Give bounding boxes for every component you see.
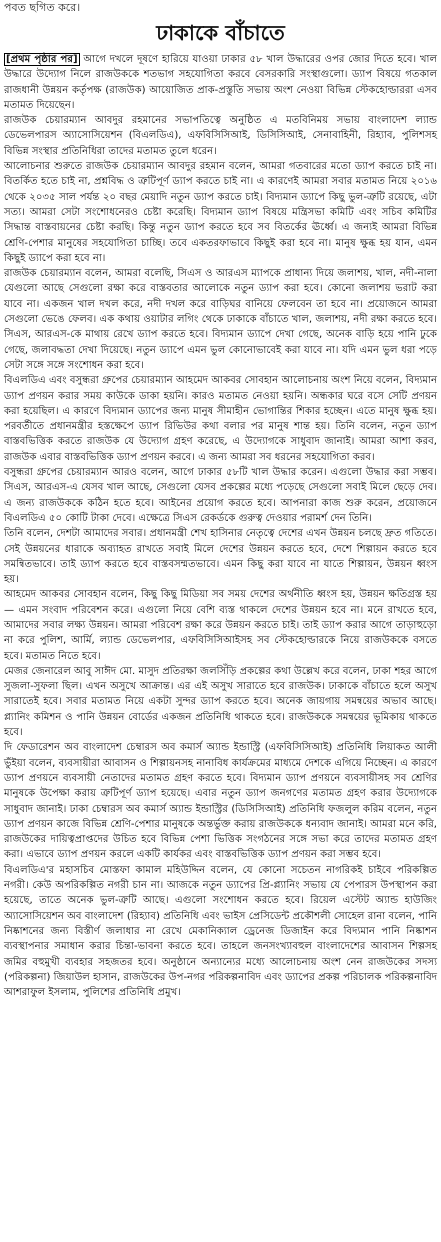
paragraph-6: বসুন্ধরা গ্রুপের চেয়ারম্যান আরও বলেন, আগে ঢাকার ৫৮টি খাল উদ্ধার করেন। এগুলো উদ্ধার করা সম্ভব। সিএস, আরএস-এ যেসব খাল আছে, সেগুলো যেসব প্রকল্পের মধ্যে পড়েছে সেগুলো সবাই মিলে ছেড়ে দেব। এ জন্য রাজউককে কঠিন হতে হবে। আইনের প্রয়োগ করতে হবে। আপনারা কাজ শুরু করেন, প্রয়োজনে বিএলডিএ ৫০ কোটি টাকা দেবে। এক্ষেত্রে সিএস রেকর্ডকে গুরুত্ব দেওয়ার পরামর্শ দেন তিনি। [4, 467, 437, 524]
article-headline: ঢাকাকে বাঁচাতে [156, 21, 285, 45]
paragraph-3: আলোচনার শুরুতে রাজউক চেয়ারম্যান আবদুর রহমান বলেন, আমরা গতবারের মতো ড্যাপ করতে চাই না। বিতর্কিত হতে চাই না, প্রশ্নবিদ্ধ ও ত্রুটিপূর্ণ ড্যাপ করতে চাই না। এ কারণেই আমরা সবার মতামত নিয়ে ২০১৬ থেকে ২০৩৫ সাল পর্যন্ত ২০ বছর মেয়াদি নতুন ড্যাপ করতে চাই। বিদ্যমান ড্যাপে কিছু ভুল-ত্রুটি রয়েছে, এটা সত্য। আমরা সেটা সংশোধনেরও চেষ্টা করেছি। বিদ্যমান ড্যাপ বিষয়ে মন্ত্রিসভা কমিটি এবং সচিব কমিটির সিদ্ধান্ত বাস্তবায়নের চেষ্টা করছি। কিন্তু নতুন ড্যাপ করতে হবে সব বিতর্কের ঊর্ধ্বে। এ জন্যই আমরা বিভিন্ন শ্রেণি-পেশার মানুষের সহযোগিতা চাচ্ছি। তবে একতরফাভাবে কিছুই করা হবে না। মানুষ ক্ষুব্ধ হয় যান, এমন কিছুই ড্যাপে করা হবে না। [4, 161, 437, 264]
paragraph-9: মেজর জেনারেল আবু সাঈদ মো. মাসুদ প্রতিরক্ষা জলসিঁড়ি প্রকল্পের কথা উল্লেখ করে বলেন, ঢাকা শহর আগে সুজলা-সুফলা ছিল। এখন অসুখে আক্রান্ত। এর এই অসুখ সারাতে হবে রাজউক। ঢাকাকে বাঁচাতে হলে অসুখ সারাতেই হবে। সবার মতামত নিয়ে একটা সুন্দর ড্যাপ করতে হবে। অনেক জায়গায় সমন্বয়ের অভাব আছে। প্ল্যানিং কমিশন ও পানি উন্নয়ন বোর্ডের একজন প্রতিনিধি থাকতে হবে। রাজউককে সমন্বয়ের ভূমিকায় থাকতে হবে। [4, 665, 437, 739]
continuation-label: [প্রথম পৃষ্ঠার পর] [6, 54, 78, 65]
paragraph-2: রাজউক চেয়ারম্যান আবদুর রহমানের সভাপতিত্বে অনুষ্ঠিত এ মতবিনিময় সভায় বাংলাদেশ ল্যান্ড ডেভেলপারস অ্যাসোসিয়েশন (বিএলডিএ), এফবিসিসিআই, ডিসিসিআই, সেনাবাহিনী, রিহ্যাব, পুলিশসহ বিভিন্ন সংস্থার প্রতিনিধিরা তাদের মতামত তুলে ধরেন। [4, 115, 437, 157]
paragraph-8: আহমেদ আকবর সোবহান বলেন, কিছু কিছু মিডিয়া সব সময় দেশের অর্থনীতি ধ্বংস হয়, উন্নয়ন ক্ষতিগ্রস্ত হয়— এমন সংবাদ পরিবেশন করে। এগুলো নিয়ে বেশি ব্যস্ত থাকলে দেশের উন্নয়ন হবে না। মনে রাখতে হবে, আমাদের সবার লক্ষ্য উন্নয়ন। আমরা পরিবেশ রক্ষা করে উন্নয়ন করতে চাই। তাই ড্যাপ করার আগে তাড়াহুড়ো না করে পুলিশ, আর্মি, ল্যান্ড ডেভেলপার, এফবিসিসিআইসহ সব স্টেকহোল্ডারকে নিয়ে রাজউককে বসতে হবে। মতামত নিতে হবে। [4, 589, 437, 662]
paragraph-text: আগে দখলে দূষণে হারিয়ে যাওয়া ঢাকার ৫৮ খাল উদ্ধারের ওপর জোর দিতে হবে। খাল উদ্ধারে উদ্যোগ নিলে রাজউককে শতভাগ সহযোগিতা করবে বেসরকারি সংস্থাগুলো। ড্যাপ বিষয়ে গতকাল রাজধানী উন্নয়ন কর্তৃপক্ষ (রাজউক) আয়োজিত প্রাক-প্রস্তুতি সভায় অংশ নেওয়া বিভিন্ন স্টেকহোল্ডাররা এসব মতামত দিয়েছেন। [4, 54, 437, 111]
paragraph-7: তিনি বলেন, দেশটা আমাদের সবার। প্রধানমন্ত্রী শেখ হাসিনার নেতৃত্বে দেশের এখন উন্নয়ন চলছে দ্রুত গতিতে। সেই উন্নয়নের ধারাকে অব্যাহত রাখতে সবাই মিলে দেশের উন্নয়ন করতে হবে, দেশে শিল্পায়ন করতে হবে সমন্বিতভাবে। তাই ড্যাপ করতে হবে বাস্তবসম্মতভাবে। এমন কিছু করা যাবে না যাতে শিল্পায়ন, উন্নয়ন ধ্বংস হয়। [4, 528, 437, 586]
previous-article-fragment: পবত ছগিত করে। [4, 1, 81, 14]
paragraph-10: দি ফেডারেশন অব বাংলাদেশ চেম্বারস অব কমার্স অ্যান্ড ইন্ডাস্ট্রি (এফবিসিসিআই) প্রতিনিধি লিয়াকত আলী ভুঁইয়া বলেন, ব্যবসায়ীরা আবাসন ও শিল্পায়নসহ নানাবিধ কার্যক্রমের মাধ্যমে দেশকে এগিয়ে নিচ্ছেন। এ কারণে ড্যাপ প্রণয়নে ব্যবসায়ী নেতাদের মতামত গ্রহণ করতে হবে। বিদ্যমান ড্যাপ প্রণয়নে ব্যবসায়ীসহ সব শ্রেণির মানুষকে উপেক্ষা করায় ত্রুটিপূর্ণ ড্যাপ হয়েছে। এবার নতুন ড্যাপ জনগণের মতামত গ্রহণ করার উদ্যোগকে সাধুবাদ জানাই। ঢাকা চেম্বারস অব কমার্স অ্যান্ড ইন্ডাস্ট্রির (ডিসিসিআই) প্রতিনিধি ফজলুল করিম বলেন, নতুন ড্যাপ প্রণয়ন কাজে বিভিন্ন শ্রেণি-পেশার মানুষকে অন্তর্ভুক্ত করায় রাজউককে ধন্যবাদ জানাই। আমরা মনে করি, রাজউকের দায়িত্বপ্রাপ্তদের উচিত হবে বিভিন্ন পেশা ভিত্তিক সংগঠনের সঙ্গে সভা করে তাদের মতামত গ্রহণ করা। এভাবে ড্যাপ প্রণয়ন করলে একটি কার্যকর এবং বাস্তবভিত্তিক ড্যাপ প্রণয়ন করা সম্ভব হবে। [4, 742, 437, 861]
article-body [0, 52, 441, 1000]
paragraph-1 [4, 52, 437, 113]
paragraph-4: রাজউক চেয়ারম্যান বলেন, আমরা বলেছি, সিএস ও আরএস ম্যাপকে প্রাধান্য দিয়ে জলাশয়, খাল, নদী-নালা যেগুলো আছে সেগুলো রক্ষা করে বাস্তবতার আলোকে নতুন ড্যাপ করা হবে। কোনো জলাশয় ভরাট করা যাবে না। একজন খাল দখল করে, নদী দখল করে বাড়িঘর বানিয়ে ফেলবেন তা হবে না। প্রয়োজনে আমরা সেগুলো ভেঙে ফেলব। এক কথায় ওয়াটার লগিং থেকে ঢাকাকে বাঁচাতে খাল, জলাশয়, নদী রক্ষা করতে হবে। সিএস, আরএস-কে মাথায় রেখে ড্যাপ করতে হবে। বিদ্যমান ড্যাপে দেখা গেছে, অনেক বাড়ি হয়ে পানি ঢুকে গেছে, জলাবদ্ধতা দেখা দিয়েছে। নতুন ড্যাপে এমন ভুল কোনোভাবেই করা যাবে না। যদি এমন ভুল ধরা পড়ে সেটা সঙ্গে সঙ্গে সংশোধন করা হবে। [4, 268, 437, 371]
paragraph-11: বিএলডিএ'র মহাসচিব মোস্তফা কামাল মহিউদ্দিন বলেন, যে কোনো সচেতন নাগরিকই চাইবে পরিকল্পিত নগরী। কেউ অপরিকল্পিত নগরী চান না। আজকে নতুন ড্যাপের প্রি-প্ল্যানিং সভায় যে পেপারস উপস্থাপন করা হয়েছে, তাতে অনেক ভুল-ত্রুটি আছে। এগুলো সংশোধন করতে হবে। রিয়েল এস্টেট অ্যান্ড হাউজিং অ্যাসোসিয়েশন অব বাংলাদেশ (রিহ্যাব) প্রতিনিধি এবং ভাইস প্রেসিডেন্ট প্রকৌশলী সোহেল রানা বলেন, পানি নিষ্কাশনের জন্য বিস্তীর্ণ জলাধার না রেখে মেকানিক্যাল ড্রেনেজ ডিজাইন করে বিদ্যমান পানি নিষ্কাশন ব্যবস্থাপনার সমাধান করার চিন্তা-ভাবনা করতে হবে। তাহলে জনসংখ্যাবহুল বাংলাদেশের আবাসন শিল্পসহ জমির বহুমুখী ব্যবহার সহজতর হবে। অনুষ্ঠানে অন্যান্যের মধ্যে আলোচনায় অংশ নেন রাজউকের সদস্য (পরিকল্পনা) জিয়াউল হাসান, রাজউকের উপ-নগর পরিকল্পনাবিদ এবং ড্যাপের প্রকল্প পরিচালক পরিকল্পনাবিদ আশরাফুল ইসলাম, পুলিশের প্রতিনিধি প্রমুখ। [4, 864, 437, 999]
paragraph-5: বিএলডিএ এবং বসুন্ধরা গ্রুপের চেয়ারম্যান আহমেদ আকবর সোবহান আলোচনায় অংশ নিয়ে বলেন, বিদ্যমান ড্যাপ প্রণয়ন করার সময় কাউকে ডাকা হয়নি। কারও মতামত নেওয়া হয়নি। অন্ধকার ঘরে বসে সেটি প্রণয়ন করা হয়েছিল। এ কারণে বিদ্যমান ড্যাপের জন্য মানুষ সীমাহীন ভোগান্তির শিকার হচ্ছেন। এতে মানুষ ক্ষুব্ধ হয়। পরবর্তীতে প্রধানমন্ত্রীর হস্তক্ষেপে ড্যাপ রিভিউর কথা বলার পর মানুষ শান্ত হয়। তিনি বলেন, নতুন ড্যাপ বাস্তবভিত্তিক করতে রাজউক যে উদ্যোগ গ্রহণ করেছে, এ উদ্যোগকে সাধুবাদ জানাই। আমরা আশা করব, রাজউক এবার বাস্তবভিত্তিক ড্যাপ প্রণয়ন করবে। এ জন্য আমরা সব ধরনের সহযোগিতা করব। [4, 375, 437, 463]
